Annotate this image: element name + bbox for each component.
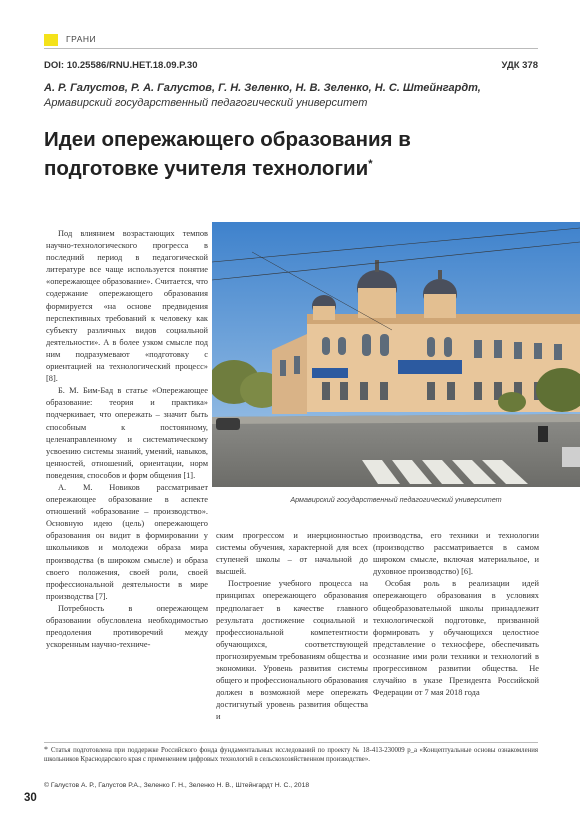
text-column-1 <box>46 228 208 651</box>
university-building-image <box>212 222 580 487</box>
paragraph: Построение учебного процесса на принципах опережающего образования предполагает в качестве главного результата достижение социальной и профессиональной компетентности обучающихся, соответствующей прогнозируемым требованиям общества и экономики. Уровень развития системы общего и профессионального образования должен в возможной мере опережать достигнутый уровень развития общества и <box>216 579 368 722</box>
authors: А. Р. Галустов, Р. А. Галустов, Г. Н. Зеленко, Н. В. Зеленко, Н. С. Штейнгардт, <box>44 82 481 94</box>
paragraph: А. М. Новиков рассматривает опережающее образование в аспекте отношений «образование – производство». Основную идею (цель) опережающего образования он видит в формировании у школьников и молодежи образа мира производства (в широком смысле) и образа своего положения, своей роли, своей профессиональной деятельности в мире производства [7]. <box>46 482 208 601</box>
copyright: © Галустов А. Р., Галустов Р.А., Зеленко Г. Н., Зеленко Н. В., Штейнгардт Н. С., 2018 <box>44 782 310 789</box>
paragraph: Б. М. Бим-Бад в статье «Опережающее образование: теория и практика» подчеркивает, что опережать – значит быть способным к постоянному, целенаправленному и систематическому усвоению системы знаний, умений, навыков, ценностей, отношений, ориентации, норм поведения, способов и форм общения [1]. <box>46 386 208 480</box>
photo-caption: Армавирский государственный педагогический университет <box>290 495 502 504</box>
header-divider <box>44 48 538 49</box>
running-header <box>44 34 538 48</box>
title-text: Идеи опережающего образования в подготовке учителя технологии <box>44 128 411 180</box>
article-title <box>44 127 504 181</box>
footnote-text: Статья подготовлена при поддержке Российского фонда фундаментальных исследований по проекту № 18-413-230009 р_а «Концептуальные основы ознакомления школьников Краснодарского края с применением цифровых технологий в сельскохозяйственном производстве». <box>44 747 538 763</box>
paragraph: производства, его техники и технологии (производство рассматривается в самом широком смысле, включая материальное, и духовное производство) [6]. <box>373 531 539 577</box>
doi[interactable]: DOI: 10.25586/RNU.HET.18.09.P.30 <box>44 60 198 71</box>
paragraph: Под влиянием возрастающих темпов научно-технологического прогресса в последний период в педагогической литературе все чаще используется понятие «опережающее образование». Считается, что содержание опережающего образования формируется «на основе предвидения перспективных требований к человеку как субъекту различных видов социальной деятельности». А в более узком смысле под ним подразумевают «подготовку с ориентацией на технологический процесс» [8]. <box>46 229 208 384</box>
affiliation: Армавирский государственный педагогический университет <box>44 97 368 109</box>
footnote <box>44 746 538 764</box>
university-photo <box>212 222 580 487</box>
title-footnote-mark: * <box>368 158 373 170</box>
text-column-2 <box>216 530 368 724</box>
udk-code: УДК 378 <box>501 60 538 71</box>
page-number: 30 <box>24 792 37 804</box>
paragraph: ским прогрессом и инерционностью системы обучения, характерной для всех ступеней школы – от начальной до высшей. <box>216 531 368 577</box>
footnote-mark: * <box>44 745 48 754</box>
text-column-3 <box>373 530 539 699</box>
footnote-divider <box>44 742 538 743</box>
section-name: ГРАНИ <box>66 34 97 44</box>
paragraph: Особая роль в реализации идей опережающего образования в условиях общеобразовательной школы принадлежит технологической подготовке, призванной формировать у обучающихся целостное представление о техносфере, обеспечивать осознание ими роли техники и технологий в прогрессивном развитии общества. Не случайно в указе Президента Российской Федерации от 7 мая 2018 года <box>373 579 539 698</box>
paragraph: Потребность в опережающем образовании обусловлена необходимостью преодоления противоречий между ускоренным научно-техниче- <box>46 603 208 650</box>
accent-square <box>44 34 58 46</box>
